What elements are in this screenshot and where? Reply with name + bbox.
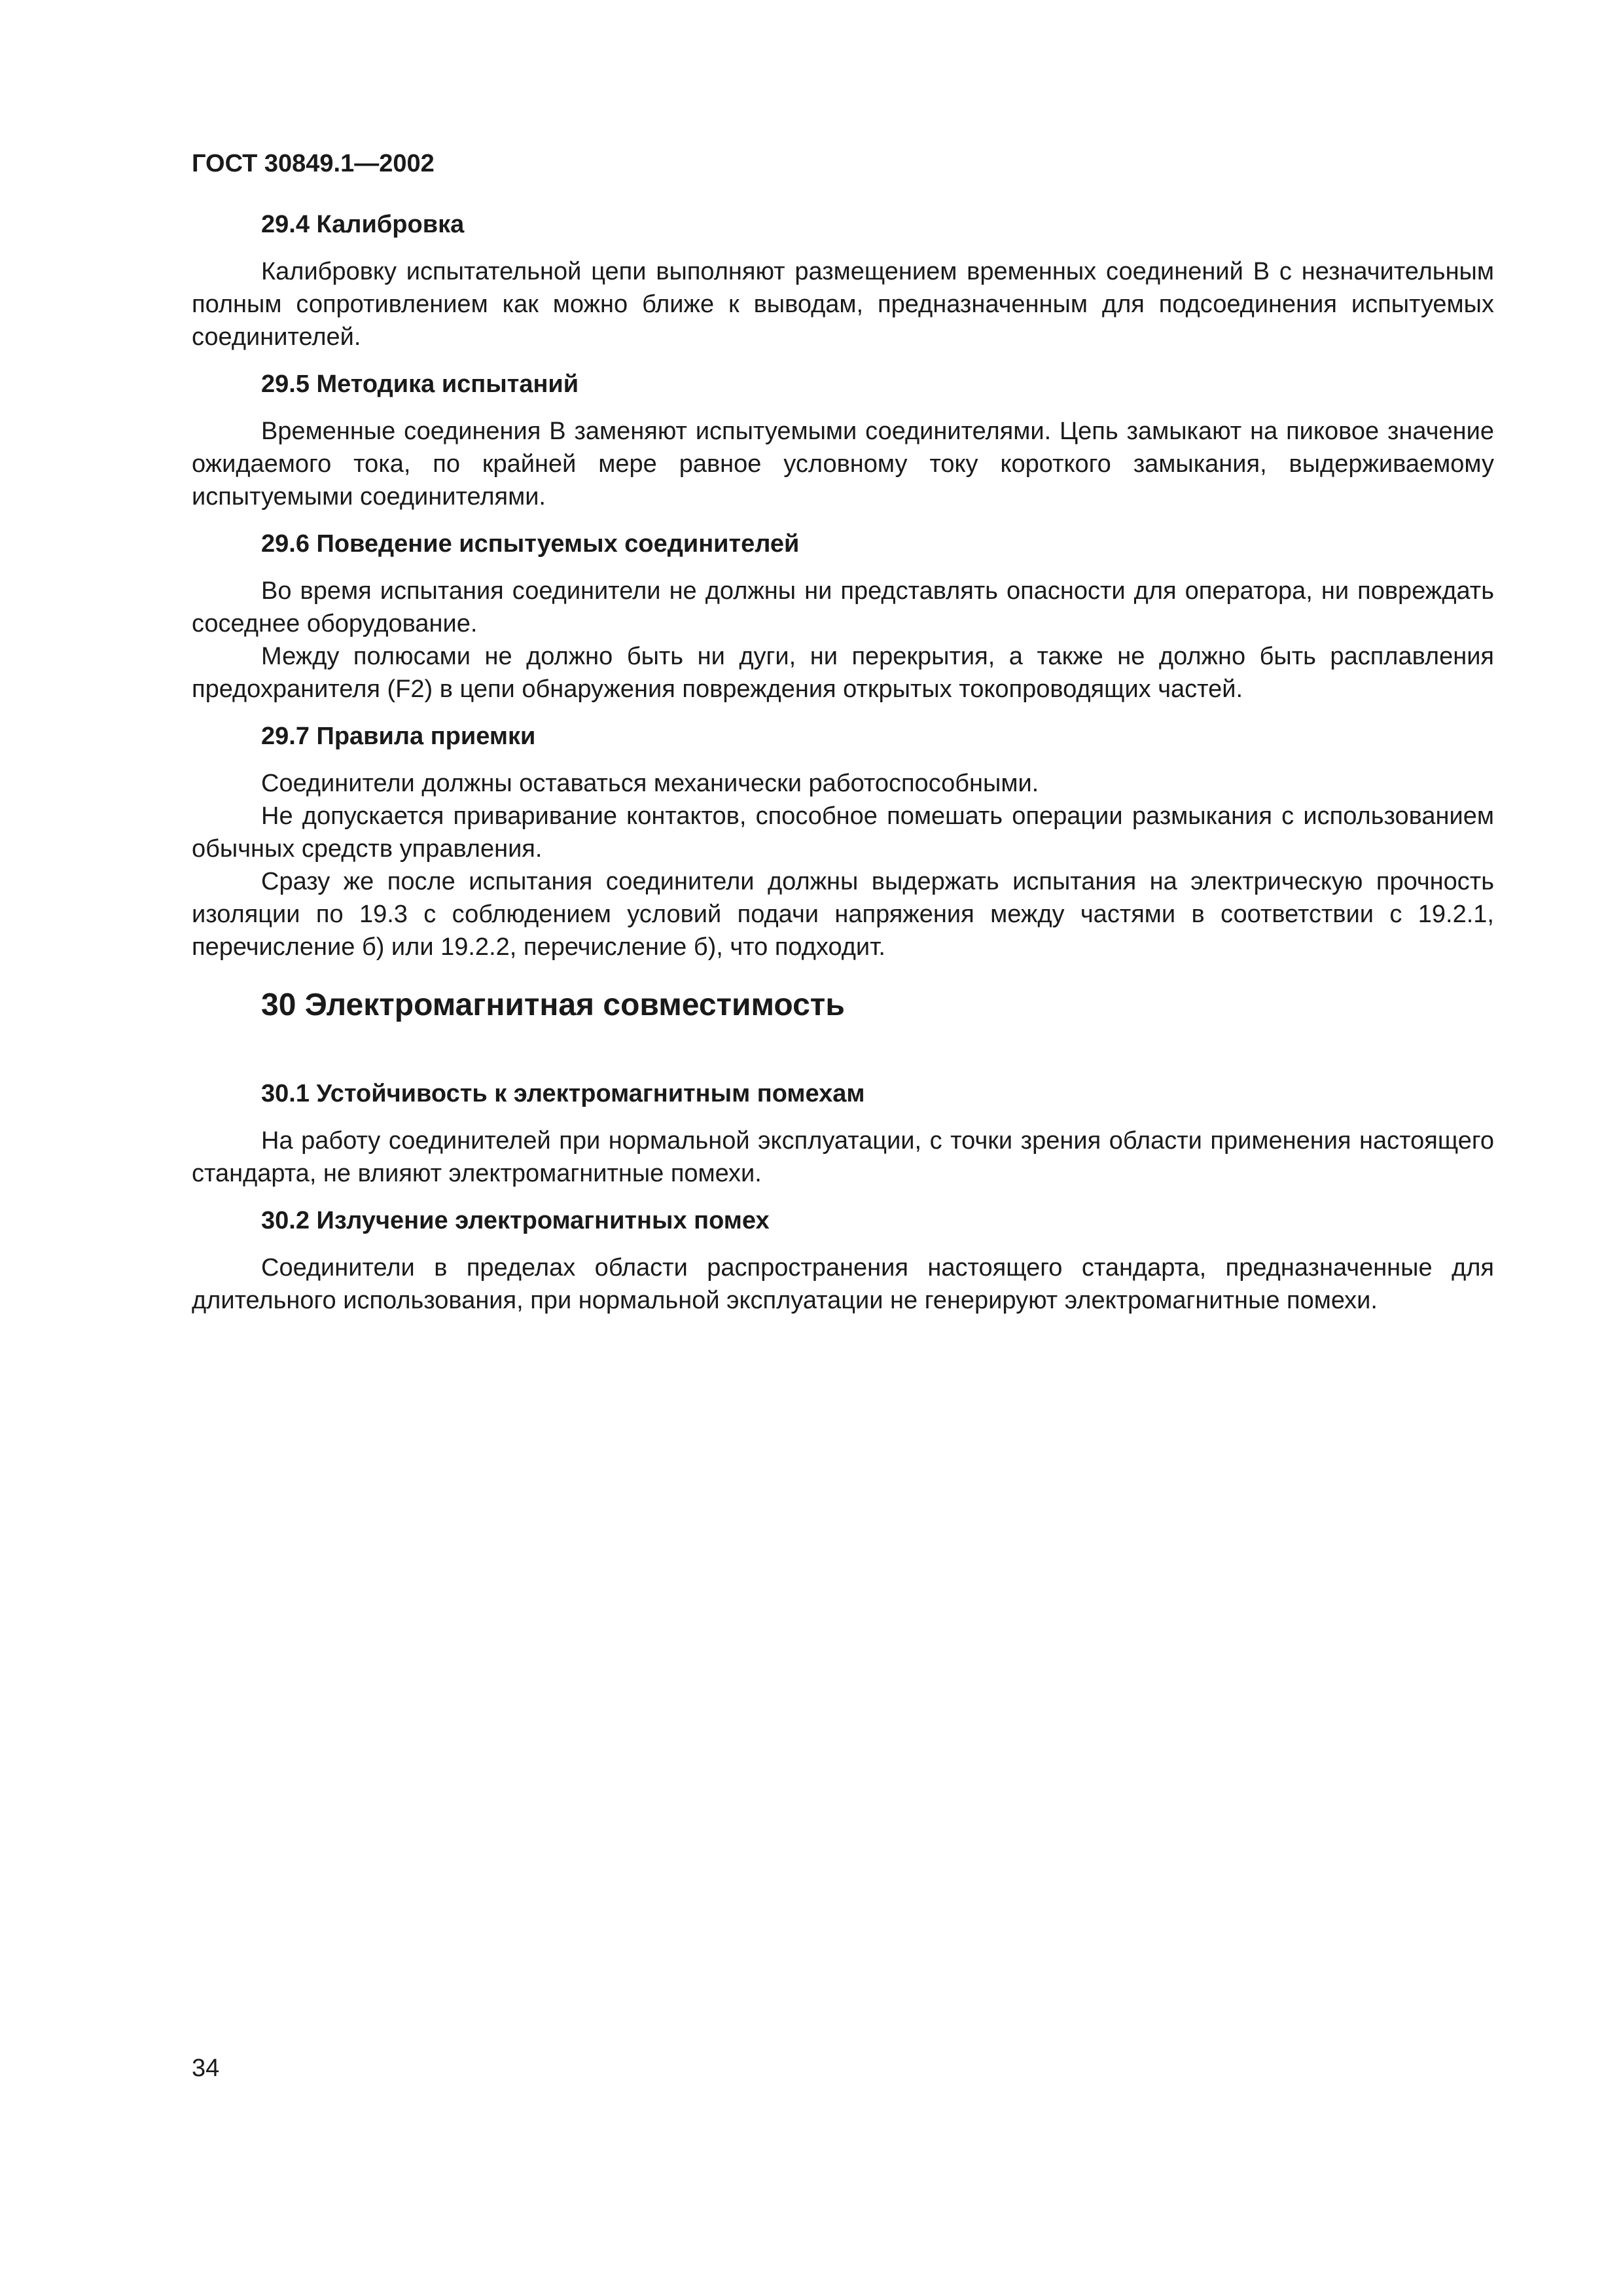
document-header: ГОСТ 30849.1—2002 xyxy=(192,150,435,177)
paragraph: Сразу же после испытания соединители должны выдержать испытания на электрическую прочность изоляции по 19.3 с соблюдением условий подачи напряжения между частями в соответствии с 19.2.1, перечисление б) или 19.2.2, перечисление б), что подходит. xyxy=(192,868,1494,961)
section-heading-29-4: 29.4 Калибровка xyxy=(261,211,465,238)
chapter-heading-30: 30 Электромагнитная совместимость xyxy=(261,988,845,1022)
paragraph: Соединители должны оставаться механически работоспособными. xyxy=(261,770,1039,797)
paragraph: Не допускается приваривание контактов, способное помешать операции размыкания с использованием обычных средств управления. xyxy=(192,802,1494,863)
paragraph: На работу соединителей при нормальной эксплуатации, с точки зрения области применения настоящего стандарта, не влияют электромагнитные помехи. xyxy=(192,1127,1494,1187)
page-number: 34 xyxy=(192,2054,220,2082)
paragraph: Соединители в пределах области распространения настоящего стандарта, предназначенные для длительного использования, при нормальной эксплуатации не генерируют электромагнитные помехи. xyxy=(192,1254,1494,1314)
section-heading-29-5: 29.5 Методика испытаний xyxy=(261,370,579,398)
section-heading-30-1: 30.1 Устойчивость к электромагнитным помехам xyxy=(261,1080,865,1107)
paragraph: Во время испытания соединители не должны ни представлять опасности для оператора, ни повреждать соседнее оборудование. xyxy=(192,577,1494,637)
document-body xyxy=(192,208,1494,1317)
paragraph: Между полюсами не должно быть ни дуги, ни перекрытия, а также не должно быть расплавления предохранителя (F2) в цепи обнаружения повреждения открытых токопроводящих частей. xyxy=(192,643,1494,703)
section-heading-29-6: 29.6 Поведение испытуемых соединителей xyxy=(261,530,800,558)
section-heading-29-7: 29.7 Правила приемки xyxy=(261,723,536,750)
paragraph: Калибровку испытательной цепи выполняют размещением временных соединений В с незначительным полным сопротивлением как можно ближе к выводам, предназначенным для подсоединения испытуемых соединителей. xyxy=(192,258,1494,351)
paragraph: Временные соединения В заменяют испытуемыми соединителями. Цепь замыкают на пиковое значение ожидаемого тока, по крайней мере равное условному току короткого замыкания, выдерживаемому испытуемыми соединителями. xyxy=(192,418,1494,511)
section-heading-30-2: 30.2 Излучение электромагнитных помех xyxy=(261,1207,770,1234)
